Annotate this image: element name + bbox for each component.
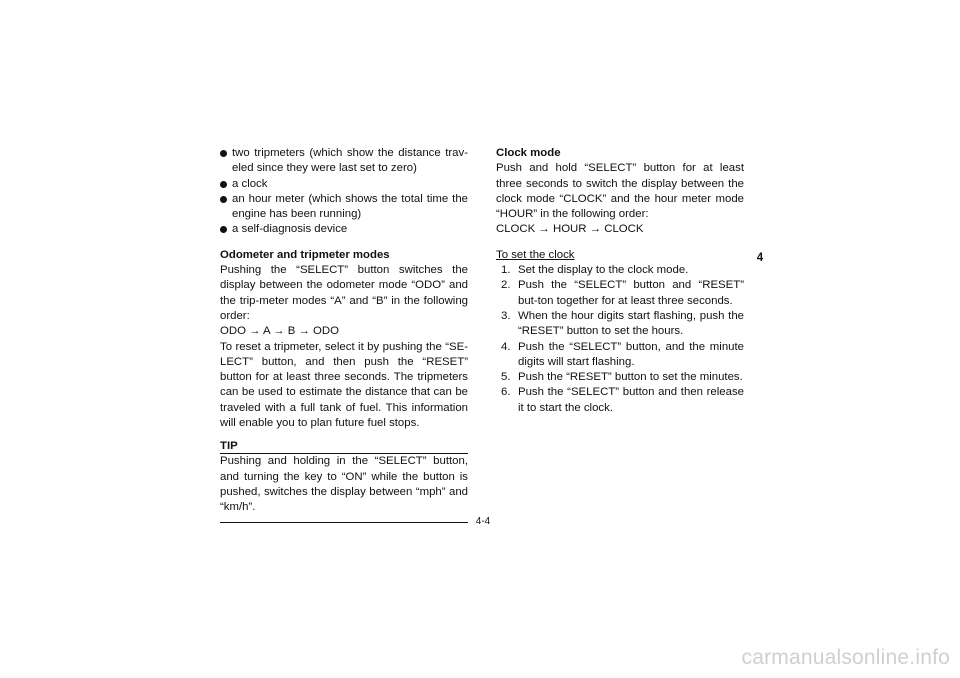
bullet-icon xyxy=(220,150,227,157)
chapter-tab: 4 xyxy=(756,252,764,264)
list-item: 2. Push the “SELECT” button and “RESET” but-ton together for at least three seconds. xyxy=(501,279,744,307)
list-item: 1. Set the display to the clock mode. xyxy=(501,264,689,277)
bullet-item: a self-diagnosis device xyxy=(220,222,468,237)
odometer-paragraph: Pushing the “SELECT” button switches the display between the odometer mode “ODO” and the trip-meter modes “A” and “B” in the following order: xyxy=(220,264,468,322)
watermark-logo: carmanualsonline.info xyxy=(741,646,950,669)
odometer-heading: Odometer and tripmeter modes xyxy=(220,248,390,261)
clock-mode-heading: Clock mode xyxy=(496,147,561,159)
bullet-icon xyxy=(220,181,227,188)
list-item: 4. Push the “SELECT” button, and the minute digits will start flashing. xyxy=(501,340,744,368)
odometer-order: ODO → A → B → ODO xyxy=(220,325,339,338)
list-item: 3. When the hour digits start flashing, push the “RESET” button to set the hours. xyxy=(501,309,744,338)
tip-box xyxy=(220,439,468,522)
tripmeter-reset-paragraph: To reset a tripmeter, select it by pushing the “SE-LECT” button, and then push the “RESET” button for at least three seconds. The tripmeters can be used to estimate the distance that can be traveled with a full tank of fuel. This information will enable you to plan future fuel stops. xyxy=(220,340,468,430)
right-column xyxy=(496,146,744,416)
set-clock-steps xyxy=(496,263,744,416)
clock-order: CLOCK → HOUR → CLOCK xyxy=(496,223,644,236)
bullet-item: two tripmeters (which show the distance trav-eled since they were last set to zero) xyxy=(220,146,468,177)
tip-label: TIP xyxy=(220,439,468,454)
bullet-item: an hour meter (which shows the total time the engine has been running) xyxy=(220,192,468,223)
left-column xyxy=(220,146,468,523)
page-number: 4-4 xyxy=(475,516,491,527)
list-item: 6. Push the “SELECT” button and then release it to start the clock. xyxy=(501,386,744,414)
bullet-item: a clock xyxy=(220,177,468,192)
list-item: 5. Push the “RESET” button to set the minutes. xyxy=(501,371,743,384)
tip-text: Pushing and holding in the “SELECT” button, and turning the key to “ON” while the button is pushed, switches the display between “mph” and “km/h”. xyxy=(220,455,468,514)
bullet-icon xyxy=(220,196,227,203)
set-clock-heading: To set the clock xyxy=(496,248,575,261)
clock-mode-paragraph: Push and hold “SELECT” button for at least three seconds to switch the display between the clock mode “CLOCK” and the hour meter mode “HOUR” in the following order: xyxy=(496,162,744,221)
bullet-icon xyxy=(220,226,227,233)
